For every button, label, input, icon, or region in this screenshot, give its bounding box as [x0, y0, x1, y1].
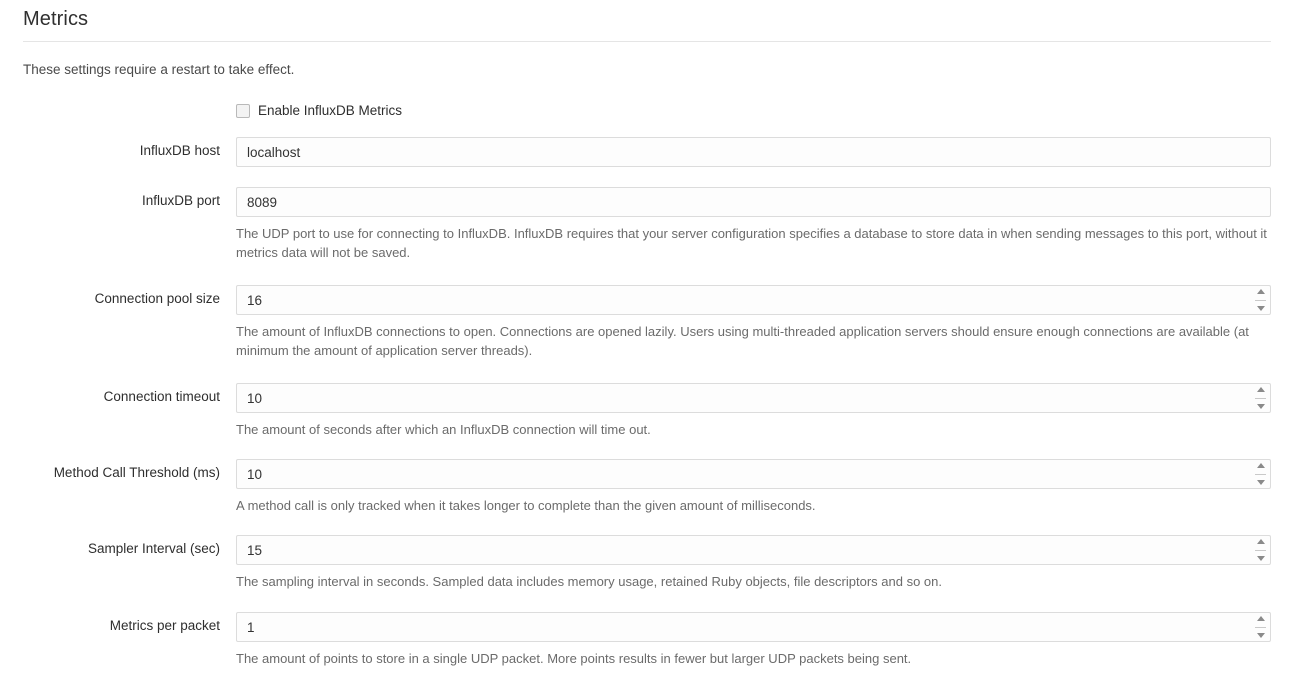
connection-pool-size-help: The amount of InfluxDB connections to open. Connections are opened lazily. Users using multi-threaded application servers should ensure enough connections are available (at minimum the amount of application server threads).	[236, 324, 1249, 358]
sampler-interval-help: The sampling interval in seconds. Sampled data includes memory usage, retained Ruby objects, file descriptors and so on.	[236, 574, 942, 589]
method-call-threshold-input[interactable]	[236, 459, 1271, 489]
chevron-up-icon[interactable]	[1257, 387, 1265, 392]
chevron-up-icon[interactable]	[1257, 616, 1265, 621]
row-metrics-per-packet	[0, 604, 1312, 680]
influxdb-host-label: InfluxDB host	[139, 143, 220, 158]
connection-timeout-stepper[interactable]	[1254, 387, 1267, 409]
title-divider	[23, 41, 1271, 42]
chevron-up-icon[interactable]	[1257, 539, 1265, 544]
metrics-per-packet-stepper[interactable]	[1254, 616, 1267, 638]
metrics-form	[0, 96, 1312, 680]
method-call-threshold-stepper[interactable]	[1254, 463, 1267, 485]
stepper-divider	[1255, 627, 1266, 628]
enable-influxdb-metrics-control[interactable]	[236, 103, 402, 118]
connection-timeout-input[interactable]	[236, 383, 1271, 413]
page-title: Metrics	[23, 8, 89, 30]
connection-timeout-label: Connection timeout	[103, 389, 220, 404]
row-influxdb-host	[0, 129, 1312, 179]
connection-timeout-help: The amount of seconds after which an InfluxDB connection will time out.	[236, 422, 651, 437]
connection-pool-size-input[interactable]	[236, 285, 1271, 315]
connection-timeout-field	[236, 383, 1271, 439]
row-sampler-interval	[0, 527, 1312, 604]
method-call-threshold-field	[236, 459, 1271, 515]
chevron-up-icon[interactable]	[1257, 463, 1265, 468]
stepper-divider	[1255, 474, 1266, 475]
row-connection-timeout	[0, 375, 1312, 451]
enable-influxdb-metrics-label: Enable InfluxDB Metrics	[258, 103, 403, 118]
metrics-per-packet-field	[236, 612, 1271, 668]
row-connection-pool-size	[0, 277, 1312, 375]
chevron-down-icon[interactable]	[1257, 306, 1265, 311]
stepper-divider	[1255, 300, 1266, 301]
metrics-per-packet-help: The amount of points to store in a single UDP packet. More points results in fewer but larger UDP packets being sent.	[236, 651, 912, 666]
method-call-threshold-help: A method call is only tracked when it takes longer to complete than the given amount of milliseconds.	[236, 498, 816, 513]
influxdb-port-help: The UDP port to use for connecting to InfluxDB. InfluxDB requires that your server configuration specifies a database to store data in when sending messages to this port, without it metrics data will not be saved.	[236, 226, 1267, 260]
method-call-threshold-label: Method Call Threshold (ms)	[53, 465, 220, 480]
enable-influxdb-metrics-checkbox[interactable]	[236, 104, 250, 118]
sampler-interval-label: Sampler Interval (sec)	[87, 541, 220, 556]
row-influxdb-port	[0, 179, 1312, 277]
influxdb-port-field	[236, 187, 1271, 262]
restart-notice: These settings require a restart to take effect.	[23, 62, 295, 77]
stepper-divider	[1255, 398, 1266, 399]
influxdb-host-input[interactable]	[236, 137, 1271, 167]
sampler-interval-field	[236, 535, 1271, 591]
stepper-divider	[1255, 550, 1266, 551]
sampler-interval-stepper[interactable]	[1254, 539, 1267, 561]
connection-pool-size-field	[236, 285, 1271, 360]
chevron-up-icon[interactable]	[1257, 289, 1265, 294]
influxdb-host-field	[236, 137, 1271, 167]
metrics-per-packet-input[interactable]	[236, 612, 1271, 642]
chevron-down-icon[interactable]	[1257, 404, 1265, 409]
row-enable-influxdb-metrics	[0, 96, 1312, 129]
row-method-call-threshold	[0, 451, 1312, 527]
influxdb-port-input[interactable]	[236, 187, 1271, 217]
metrics-per-packet-label: Metrics per packet	[109, 618, 220, 633]
connection-pool-size-stepper[interactable]	[1254, 289, 1267, 311]
chevron-down-icon[interactable]	[1257, 556, 1265, 561]
chevron-down-icon[interactable]	[1257, 633, 1265, 638]
connection-pool-size-label: Connection pool size	[94, 291, 220, 306]
chevron-down-icon[interactable]	[1257, 480, 1265, 485]
sampler-interval-input[interactable]	[236, 535, 1271, 565]
influxdb-port-label: InfluxDB port	[141, 193, 220, 208]
